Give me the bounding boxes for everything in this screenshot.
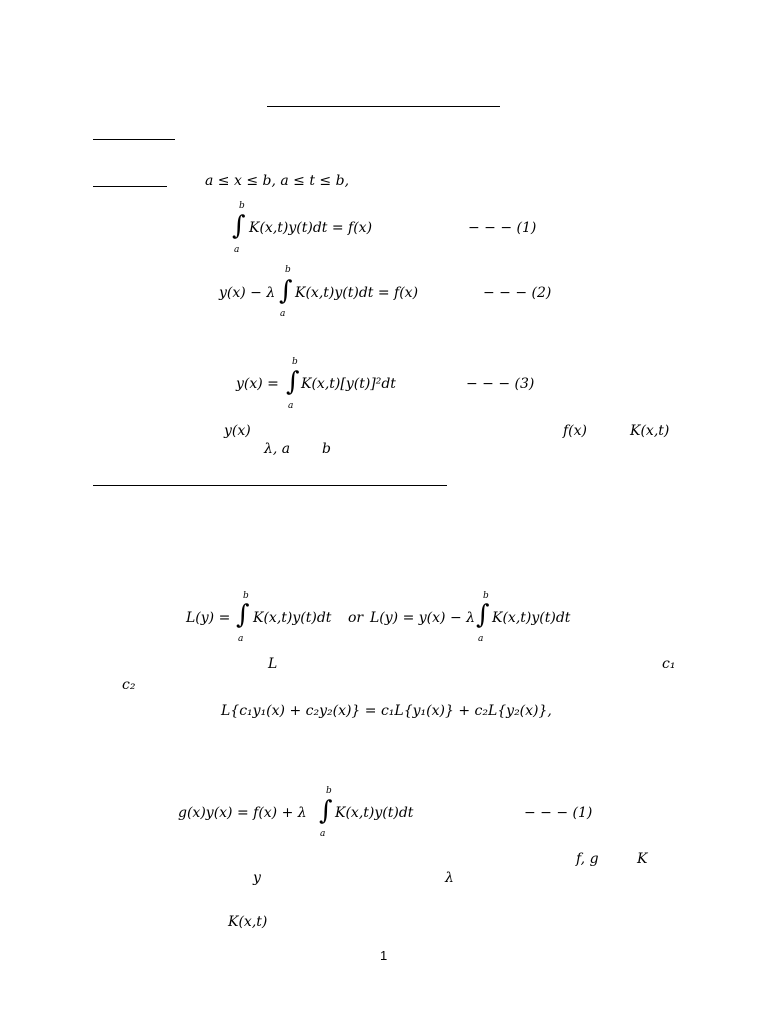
last-K: K (637, 851, 648, 867)
last-kxt: K(x,t) (228, 914, 268, 930)
eq4-lower-limit: a (320, 829, 326, 839)
linear-c2: c₂ (122, 677, 136, 693)
eq1-body: K(x,t)y(t)dt = f(x) (249, 220, 373, 236)
op-eq-part4: K(x,t)y(t)dt (492, 610, 571, 626)
title-underline (267, 106, 500, 107)
eq3-tag: − − − (3) (466, 376, 535, 392)
eq1-integral-sign: ∫ (232, 211, 246, 241)
eq4-body: K(x,t)y(t)dt (335, 805, 414, 821)
section-underline-1 (93, 139, 175, 140)
linear-c1: c₁ (662, 656, 676, 672)
op-eq-or: or (348, 610, 364, 626)
section-underline-2 (93, 186, 167, 187)
eq3-lhs: y(x) = (236, 376, 279, 392)
eq2-integral-sign: ∫ (279, 276, 293, 306)
linearity-equation: L{c₁y₁(x) + c₂y₂(x)} = c₁L{y₁(x)} + c₂L{y₂(x)}, (221, 703, 552, 719)
eq1-upper-limit: b (239, 201, 245, 211)
section-underline-3 (93, 485, 447, 486)
eq2-tag: − − − (2) (483, 285, 552, 301)
desc-kxt: K(x,t) (630, 423, 670, 439)
linear-L: L (268, 656, 278, 672)
desc-lambda-a: λ, a (264, 441, 291, 457)
desc-b: b (322, 441, 331, 457)
op-eq-upper-1: b (243, 591, 249, 601)
eq3-lower-limit: a (288, 401, 294, 411)
op-eq-lower-1: a (238, 634, 244, 644)
last-fg: f, g (576, 851, 599, 867)
eq2-lhs: y(x) − λ (219, 285, 276, 301)
eq4-upper-limit: b (326, 786, 332, 796)
eq2-upper-limit: b (285, 265, 291, 275)
eq3-integral-sign: ∫ (286, 367, 300, 397)
eq4-integral-sign: ∫ (319, 796, 333, 826)
eq2-body: K(x,t)y(t)dt = f(x) (295, 285, 419, 301)
eq1-lower-limit: a (234, 245, 240, 255)
last-lambda: λ (445, 870, 454, 886)
op-eq-part3: L(y) = y(x) − λ (370, 610, 475, 626)
domain-condition: a ≤ x ≤ b, a ≤ t ≤ b, (205, 173, 350, 189)
page-number: 1 (380, 948, 388, 963)
eq3-body: K(x,t)[y(t)]²dt (301, 376, 396, 392)
op-eq-lower-2: a (478, 634, 484, 644)
op-eq-integral-1: ∫ (236, 600, 250, 630)
op-eq-upper-2: b (483, 591, 489, 601)
eq3-upper-limit: b (292, 357, 298, 367)
eq2-lower-limit: a (280, 309, 286, 319)
last-y: y (253, 870, 261, 886)
eq4-tag: − − − (1) (524, 805, 593, 821)
op-eq-part2: K(x,t)y(t)dt (253, 610, 332, 626)
eq4-lhs: g(x)y(x) = f(x) + λ (178, 805, 307, 821)
desc-yx: y(x) (224, 423, 251, 439)
eq1-tag: − − − (1) (468, 220, 537, 236)
op-eq-integral-2: ∫ (476, 600, 490, 630)
op-eq-part1: L(y) = (186, 610, 231, 626)
desc-fx: f(x) (563, 423, 588, 439)
